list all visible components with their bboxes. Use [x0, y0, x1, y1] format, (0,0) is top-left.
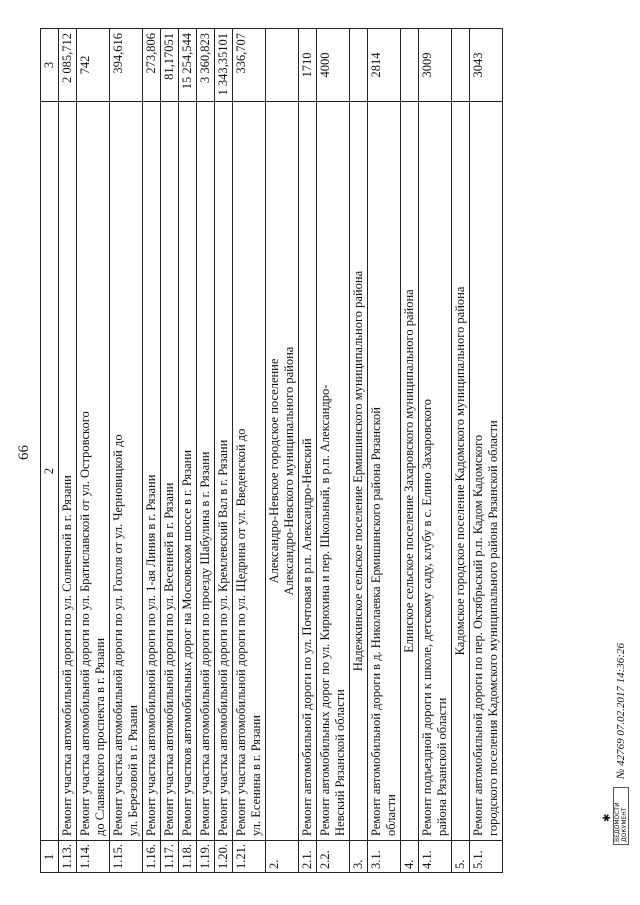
row-description [59, 102, 77, 841]
text-line: Кадомское городское поселение Кадомского муниципального района [453, 286, 467, 656]
row-number: 1.13. [59, 841, 77, 873]
row-value: 273,806 [143, 29, 161, 102]
text-line: Ремонт участка автомобильной дороги по ул. Кремлевский Вал в г. Рязани [216, 439, 230, 836]
row-value: 2814 [368, 29, 401, 102]
text-line: Ремонт участка автомобильной дороги по ул. Щедрина от ул. Введенской до [234, 428, 248, 836]
row-number: 3.1. [368, 841, 401, 873]
table-row [179, 29, 197, 873]
table-row [215, 29, 233, 873]
stamp-line-2: ДОКУМЕНТ [621, 807, 628, 842]
section-title [401, 102, 419, 841]
row-description [368, 102, 401, 841]
page-number: 66 [16, 445, 32, 460]
section-row [401, 29, 419, 873]
row-description [110, 102, 143, 841]
table-body [41, 29, 503, 873]
header-col-2: 2 [41, 102, 59, 841]
row-number: 3. [350, 841, 368, 873]
row-number: 1.20. [215, 841, 233, 873]
row-value [350, 29, 368, 102]
table-row [161, 29, 179, 873]
row-value: 336,707 [233, 29, 266, 102]
table-row [368, 29, 401, 873]
text-line: Ремонт участка автомобильной дороги по ул. Братиславской от ул. Островского [78, 411, 92, 836]
text-line: Ремонт участка автомобильной дороги по ул. Весенней в г. Рязани [162, 482, 176, 836]
section-row [350, 29, 368, 873]
text-line: области [384, 794, 398, 836]
row-number: 4. [401, 841, 419, 873]
table-row [59, 29, 77, 873]
text-line: Невский Рязанской области [333, 689, 347, 836]
text-line: района Рязанской области [435, 697, 449, 836]
row-description [161, 102, 179, 841]
row-description [419, 102, 452, 841]
row-number: 1.16. [143, 841, 161, 873]
table-row [233, 29, 266, 873]
registration-stamp [602, 787, 629, 845]
row-number: 1.14. [77, 841, 110, 873]
row-value: 81,17051 [161, 29, 179, 102]
row-value: 3009 [419, 29, 452, 102]
text-line: Ремонт участков автомобильных дорог на Московском шоссе в г. Рязани [180, 449, 194, 836]
text-line: Ремонт участка автомобильной дороги по проезду Шабулина в г. Рязани [198, 451, 212, 836]
row-value: 3 360,823 [197, 29, 215, 102]
registration-number: № 42769 07.02.2017 14:36:26 [615, 643, 627, 779]
text-line: до Славянского проспекта в г. Рязани [93, 637, 107, 836]
row-value: 1710 [299, 29, 317, 102]
section-title [452, 102, 470, 841]
row-number: 1.15. [110, 841, 143, 873]
row-description [215, 102, 233, 841]
table-row [299, 29, 317, 873]
row-description [179, 102, 197, 841]
text-line: Ремонт автомобильной дороги по пер. Октябрьский р.п. Кадом Кадомского [471, 434, 485, 836]
table-row [317, 29, 350, 873]
text-line: Ремонт автомобильных дорог по ул. Кирюхина и пер. Школьный, в р.п. Александро- [318, 384, 332, 836]
table-header-row [41, 29, 59, 873]
row-description [317, 102, 350, 841]
text-line: ул. Березовой в г. Рязани [126, 705, 140, 836]
table-row [143, 29, 161, 873]
row-number: 2.2. [317, 841, 350, 873]
row-number: 1.19. [197, 841, 215, 873]
row-value: 394,616 [110, 29, 143, 102]
text-line: Ремонт участка автомобильной дороги по ул. Гоголя от ул. Черновицкой до [111, 434, 125, 836]
text-line: городского поселения Кадомского муниципального района Рязанской области [486, 420, 500, 836]
row-description [299, 102, 317, 841]
row-description [197, 102, 215, 841]
row-number: 5. [452, 841, 470, 873]
section-title [266, 102, 299, 841]
registration-footer [602, 643, 632, 845]
header-col-1: 1 [41, 841, 59, 873]
row-number: 1.18. [179, 841, 197, 873]
row-number: 4.1. [419, 841, 452, 873]
text-line: Александро-Невское городское поселение [267, 358, 281, 584]
text-line: Ремонт подъездной дороги к школе, детскому саду, клубу в с. Елино Захаровского [420, 399, 434, 836]
row-description [233, 102, 266, 841]
table-row [419, 29, 452, 873]
section-row [452, 29, 470, 873]
row-number: 2.1. [299, 841, 317, 873]
row-description [143, 102, 161, 841]
row-number: 2. [266, 841, 299, 873]
row-value: 2 085,712 [59, 29, 77, 102]
row-number: 5.1. [470, 841, 503, 873]
table-row [110, 29, 143, 873]
row-number: 1.21. [233, 841, 266, 873]
row-value: 1 343,35101 [215, 29, 233, 102]
text-line: Ремонт автомобильной дороги по ул. Почтовая в р.п. Александро-Невский [300, 438, 314, 836]
row-value [401, 29, 419, 102]
text-line: ул. Есенина в г. Рязани [249, 715, 263, 836]
text-line: Надежкинское сельское поселение Ермишинского муниципального района [351, 270, 365, 672]
header-col-3: 3 [41, 29, 59, 102]
text-line: Ремонт участка автомобильной дороги по ул. Солнечной в г. Рязани [60, 475, 74, 836]
text-line: Ремонт автомобильной дороги в д. Николаевка Ермишинского района Рязанской [369, 407, 383, 836]
row-value [266, 29, 299, 102]
road-repair-table [40, 28, 503, 873]
row-value: 15 254,544 [179, 29, 197, 102]
table-row [197, 29, 215, 873]
stamp-line-1: ВЕДОМОСТИ [614, 802, 621, 842]
text-line: Ремонт участка автомобильной дороги по ул. 1-ая Линия в г. Рязани [144, 474, 158, 836]
row-description [77, 102, 110, 841]
text-line: Елинское сельское поселение Захаровского муниципального района [402, 289, 416, 653]
stamp-logo-icon: ✱ [602, 813, 613, 822]
row-value: 742 [77, 29, 110, 102]
section-row [266, 29, 299, 873]
section-title [350, 102, 368, 841]
text-line: Александро-Невского муниципального района [282, 346, 296, 596]
table-row [77, 29, 110, 873]
table-row [470, 29, 503, 873]
row-value: 4000 [317, 29, 350, 102]
row-value [452, 29, 470, 102]
row-description [470, 102, 503, 841]
row-number: 1.17. [161, 841, 179, 873]
row-value: 3043 [470, 29, 503, 102]
